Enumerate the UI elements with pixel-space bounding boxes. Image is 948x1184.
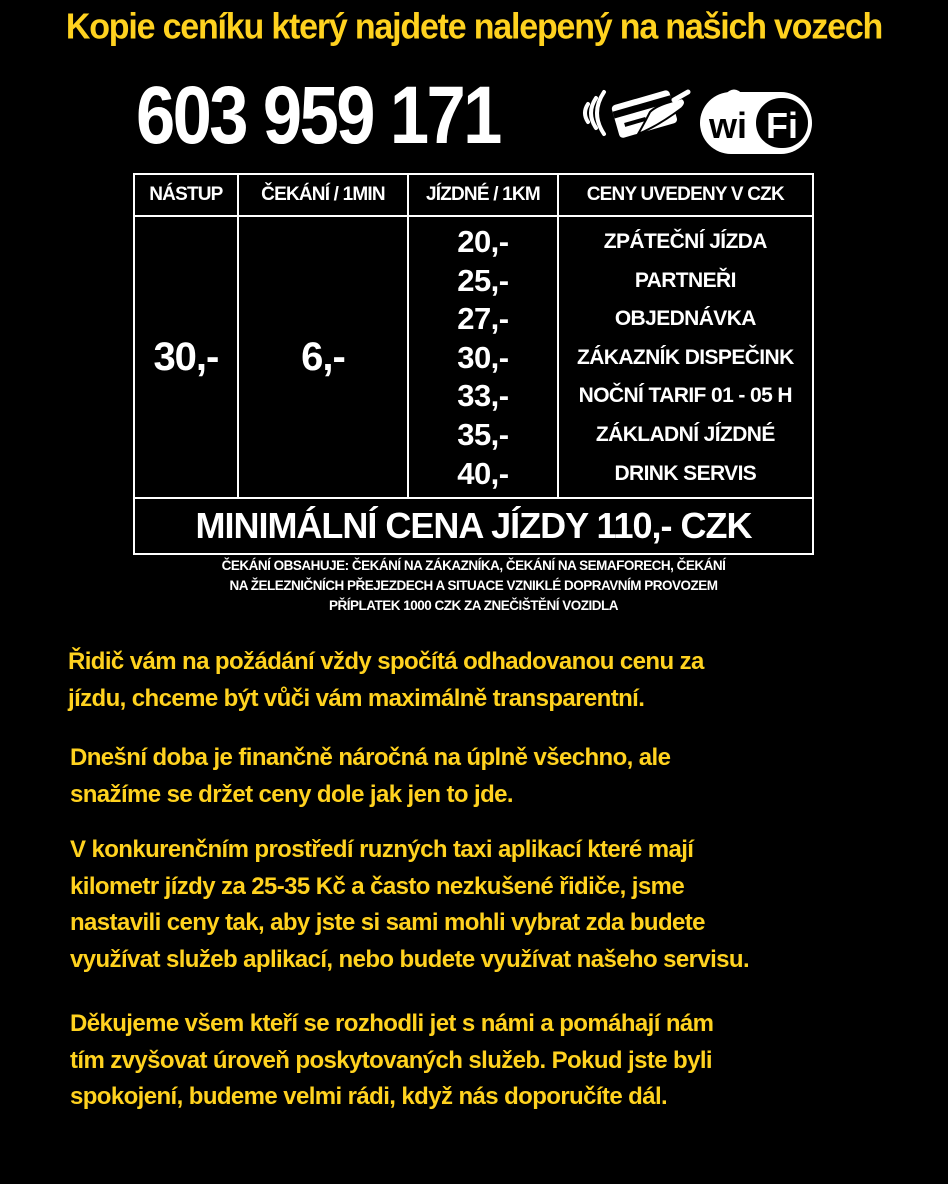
price-item: 20,-: [457, 224, 509, 259]
price-item: 40,-: [457, 455, 509, 491]
paragraph-line: V konkurenčním prostředí ruzných taxi aplikací které mají: [70, 836, 694, 863]
nastup-value: 30,-: [134, 216, 238, 498]
paragraph-prices: [70, 740, 670, 813]
description-item: OBJEDNÁVKA: [614, 307, 756, 331]
header-ceny: CENY UVEDENY V CZK: [558, 174, 813, 216]
wifi-text-left: wi: [708, 105, 748, 146]
description-item: ZÁKAZNÍK DISPEČINK: [576, 345, 794, 369]
header-jizdne: JÍZDNÉ / 1KM: [408, 174, 557, 216]
paragraph-competition: [70, 832, 749, 978]
phone-number: 603 959 171: [136, 70, 500, 161]
paragraph-line: jízdu, chceme být vůči vám maximálně transparentní.: [68, 684, 645, 712]
description-list-cell: [558, 216, 813, 498]
note-line: PŘÍPLATEK 1000 CZK ZA ZNEČIŠTĚNÍ VOZIDLA: [328, 598, 619, 613]
price-list: [409, 217, 556, 497]
price-table: [133, 173, 814, 555]
description-item: DRINK SERVIS: [614, 461, 757, 485]
paragraph-line: tím zvyšovat úroveň poskytovaných služeb. Pokud jste byli: [70, 1046, 712, 1074]
paragraph-line: Dnešní doba je finančně náročná na úplně všechno, ale: [70, 744, 671, 771]
paragraph-thanks: [70, 1006, 713, 1116]
wifi-text-right: Fi: [766, 105, 798, 146]
description-item: ZPÁTEČNÍ JÍZDA: [603, 230, 767, 253]
paragraph-line: Děkujeme všem kteří se rozhodli jet s námi a pomáhají nám: [70, 1010, 714, 1037]
price-item: 27,-: [457, 301, 509, 337]
description-item: ZÁKLADNÍ JÍZDNÉ: [595, 422, 775, 446]
paragraph-line: snažíme se držet ceny dole jak jen to jde.: [70, 780, 513, 808]
price-item: 33,-: [457, 378, 509, 414]
waiting-notes: [133, 556, 814, 616]
cekani-value: 6,-: [238, 216, 408, 498]
price-item: 25,-: [457, 262, 509, 298]
minimum-price: MINIMÁLNÍ CENA JÍZDY 110,- CZK: [134, 498, 813, 554]
price-table-body-row: [134, 216, 813, 498]
note-line: NA ŽELEZNIČNÍCH PŘEJEZDECH A SITUACE VZNIKLÉ DOPRAVNÍM PROVOZEM: [229, 578, 718, 593]
paragraph-line: Řidič vám na požádání vždy spočítá odhadovanou cenu za: [68, 648, 704, 675]
paragraph-line: nastavili ceny tak, aby jste si sami mohli vybrat zda budete: [70, 909, 705, 936]
paragraph-line: spokojení, budeme velmi rádi, když nás doporučíte dál.: [70, 1083, 668, 1110]
description-item: NOČNÍ TARIF 01 - 05 H: [578, 384, 793, 408]
header-cekani: ČEKÁNÍ / 1MIN: [238, 174, 408, 216]
header-nastup: NÁSTUP: [134, 174, 238, 216]
page-headline: Kopie ceníku který najdete nalepený na našich vozech: [65, 7, 883, 47]
price-item: 35,-: [457, 416, 509, 452]
paragraph-estimate: [68, 644, 704, 717]
price-table-header-row: [134, 174, 813, 216]
minimum-price-row: [134, 498, 813, 554]
paragraph-line: využívat služeb aplikací, nebo budete využívat našeho servisu.: [70, 945, 750, 973]
description-item: PARTNEŘI: [634, 268, 736, 292]
wifi-logo-icon: [698, 84, 814, 158]
note-line: ČEKÁNÍ OBSAHUJE: ČEKÁNÍ NA ZÁKAZNÍKA, ČEKÁNÍ NA SEMAFORECH, ČEKÁNÍ: [221, 558, 726, 573]
price-item: 30,-: [457, 339, 509, 375]
paragraph-line: kilometr jízdy za 25-35 Kč a často nezkušené řidiče, jsme: [70, 872, 685, 900]
contactless-card-icon: [578, 82, 692, 144]
price-list-cell: [408, 216, 557, 498]
description-list: [559, 217, 812, 497]
